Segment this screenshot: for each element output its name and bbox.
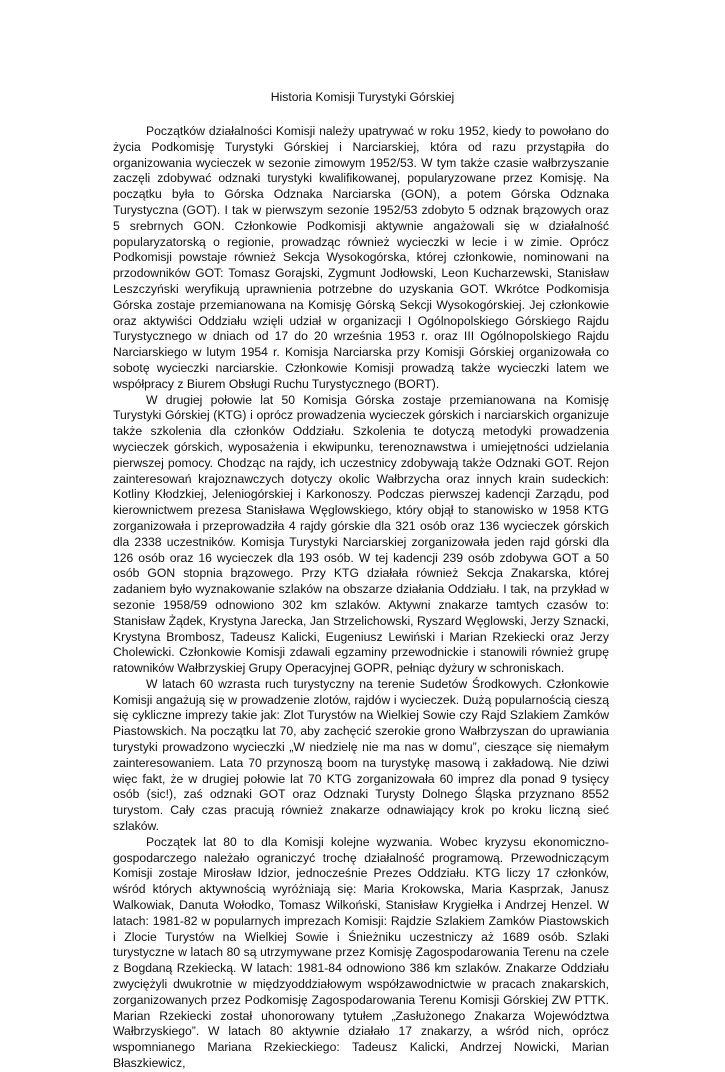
- document-title: Historia Komisji Turystyki Górskiej: [270, 90, 455, 104]
- paragraph-1: Początków działalności Komisji należy upatrywać w roku 1952, kiedy to powołano do życia Podkomisję Turystyki Górskiej i Narciarskiej, która od razu przystąpiła do organizowania wycieczek w sezonie zimowym 1952/53. W tym także czasie wałbrzyszanie zaczęli zdobywać odznaki turystyki kwalifikowanej, popularyzowane przez Komisję. Na początku była to Górska Odznaka Narciarska (GON), a potem Górska Odznaka Turystyczna (GOT). I tak w pierwszym sezonie 1952/53 zdobyto 5 odznak brązowych oraz 5 srebrnych GON. Członkowie Podkomisji aktywnie angażowali się w działalność popularyzatorską o regionie, prowadząc również wycieczki w lecie i w zimie. Oprócz Podkomisji powstaje również Sekcja Wysokogórska, której członkowie, nominowani na przodowników GOT: Tomasz Gorajski, Zygmunt Jodłowski, Leon Kucharzewski, Stanisław Leszczyński weryfikują uprawnienia potrzebne do uzyskania GOT. Wkrótce Podkomisja Górska zostaje przemianowana na Komisję Górską Sekcji Wysokogórskiej. Jej członkowie oraz aktywiści Oddziału wzięli udział w organizacji I Ogólnopolskiego Górskiego Rajdu Turystycznego w dniach od 17 do 20 września 1953 r. oraz III Ogólnopolskiego Rajdu Narciarskiego w lutym 1954 r. Komisja Narciarska przy Komisji Górskiej organizowała co sobotę wycieczki narciarskie. Członkowie Komisji prowadzą także wycieczki latem we współpracy z Biurem Obsługi Ruchu Turystycznego (BORT).: [113, 124, 609, 391]
- paragraph-4: Początek lat 80 to dla Komisji kolejne wyzwania. Wobec kryzysu ekonomiczno-gospodarczego należało ograniczyć trochę działalność programową. Przewodniczącym Komisji zostaje Mirosław Idzior, jednocześnie Prezes Oddziału. KTG liczy 17 członków, wśród których aktywnością wyróżniają się: Maria Krokowska, Maria Kasprzak, Janusz Walkowiak, Danuta Wołodko, Tomasz Wilkoński, Stanisław Krygiełka i Andrzej Henzel. W latach: 1981-82 w popularnych imprezach Komisji: Rajdzie Szlakiem Zamków Piastowskich i Zlocie Turystów na Wielkiej Sowie i Śnieżniku uczestniczy aż 1689 osób. Szlaki turystyczne w latach 80 są utrzymywane przez Komisję Zagospodarowania Terenu na czele z Bogdaną Rzekiecką. W latach: 1981-84 odnowiono 386 km szlaków. Znakarze Oddziału zwyciężyli dwukrotnie w międzyoddziałowym współzawodnictwie w pracach znakarskich, zorganizowanych przez Podkomisję Zagospodarowania Terenu Komisji Górskiej ZW PTTK. Marian Rzekiecki został uhonorowany tytułem „Zasłużonego Znakarza Województwa Wałbrzyskiego”. W latach 80 aktywnie działało 17 znakarzy, a wśród nich, oprócz wspomnianego Mariana Rzekieckiego: Tadeusz Kalicki, Andrzej Nowicki, Marian Błaszkiewicz,: [113, 834, 609, 1071]
- document-body: [113, 124, 609, 1072]
- paragraph-3: W latach 60 wzrasta ruch turystyczny na terenie Sudetów Środkowych. Członkowie Komisji angażują się w prowadzenie zlotów, rajdów i wycieczek. Dużą popularnością cieszą się cykliczne imprezy takie jak: Zlot Turystów na Wielkiej Sowie czy Rajd Szlakiem Zamków Piastowskich. Na początku lat 70, aby zachęcić szerokie grono Wałbrzyszan do uprawiania turystyki prowadzono wycieczki „W niedzielę nie ma nas w domu”, cieszące się niemałym zainteresowaniem. Lata 70 przynoszą boom na turystykę masową i zakładową. Nie dziwi więc fakt, że w drugiej połowie lat 70 KTG zorganizowała 60 imprez dla ponad 9 tysięcy osób (sic!), zaś odznaki GOT oraz Odznaki Turysty Dolnego Śląska przyznano 8552 turystom. Cały czas pracują również znakarze odnawiający krok po kroku liczną sieć szlaków.: [113, 676, 609, 834]
- paragraph-2: W drugiej połowie lat 50 Komisja Górska zostaje przemianowana na Komisję Turystyki Górskiej (KTG) i oprócz prowadzenia wycieczek górskich i narciarskich organizuje także szkolenia dla członków Oddziału. Szkolenia te dotyczą metodyki prowadzenia wycieczek górskich, wyposażenia i ekwipunku, terenoznawstwa i umiejętności udzielania pierwszej pomocy. Chodząc na rajdy, ich uczestnicy zdobywają także Odznaki GOT. Rejon zainteresowań krajoznawczych dotyczy okolic Wałbrzycha oraz innych krain sudeckich: Kotliny Kłodzkiej, Jeleniogórskiej i Karkonoszy. Podczas pierwszej kadencji Zarządu, pod kierownictwem prezesa Stanisława Węglowskiego, który objął to stanowisko w 1958 KTG zorganizowała i przeprowadziła 4 rajdy górskie dla 321 osób oraz 136 wycieczek górskich dla 2338 uczestników. Komisja Turystyki Narciarskiej zorganizowała jeden rajd górski dla 126 osób oraz 16 wycieczek dla 193 osób. W tej kadencji 239 osób zdobywa GOT a 50 osób GON stopnia brązowego. Przy KTG działała również Sekcja Znakarska, której zadaniem było wyznakowanie szlaków na obszarze działania Oddziału. I tak, na przykład w sezonie 1958/59 odnowiono 302 km szlaków. Aktywni znakarze tamtych czasów to: Stanisław Żądek, Krystyna Jarecka, Jan Strzelichowski, Ryszard Węglowski, Jerzy Sznacki, Krystyna Brombosz, Tadeusz Kalicki, Eugeniusz Lewiński i Marian Rzekiecki oraz Jerzy Cholewicki. Członkowie Komisji zdawali egzaminy przewodnickie i stanowili również grupę ratowników Wałbrzyskiej Grupy Operacyjnej GOPR, pełniąc dyżury w schroniskach.: [113, 392, 609, 676]
